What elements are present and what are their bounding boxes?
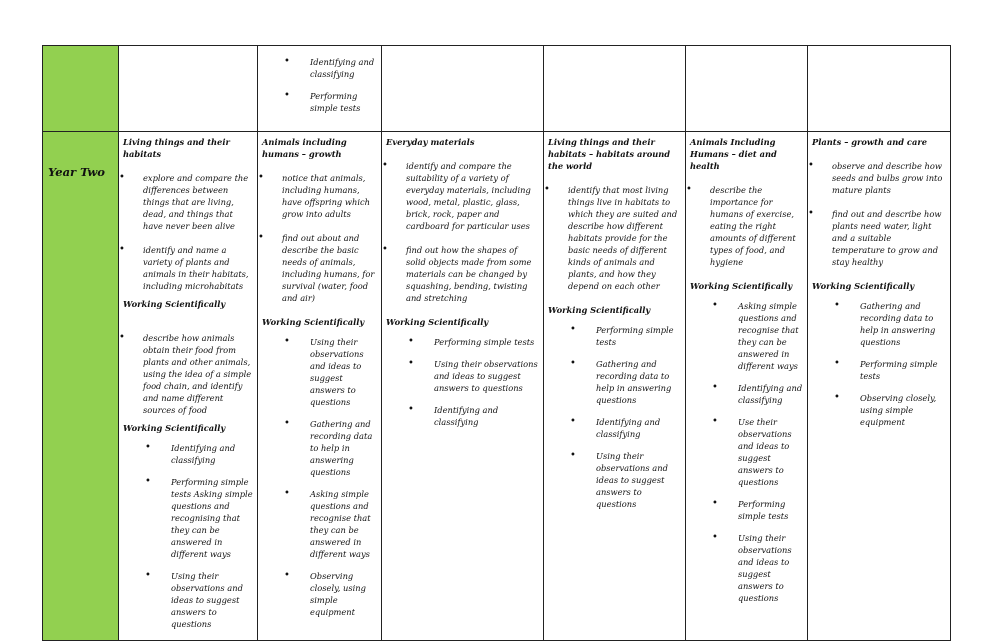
- year-cell: [43, 132, 119, 641]
- list-item: • find out about and describe the basic needs of animals, including humans, for survival (water, food and air): [262, 232, 377, 304]
- list-item: • Performing simple tests: [812, 358, 946, 382]
- topic-heading: Living things and their habitats: [123, 137, 230, 159]
- topic-cell-2: [258, 132, 382, 641]
- list-item: • Identifying and classifying: [123, 442, 253, 466]
- list-item: • Gathering and recording data to help in answering questions: [812, 300, 946, 348]
- list-item: • find out and describe how plants need water, light and a suitable temperature to grow and stay healthy: [812, 208, 946, 268]
- working-scientifically-label: Working Scientifically: [386, 317, 489, 327]
- year-cell-top: [43, 46, 119, 132]
- list-item: • identify and name a variety of plants and animals in their habitats, including microhabitats: [123, 244, 253, 292]
- list-item: • Observing closely, using simple equipment: [262, 570, 377, 618]
- list-item: • identify that most living things live in habitats to which they are suited and describe how different habitats provide for the basic needs of different kinds of animals and plants, and how they depend on each other: [548, 184, 681, 292]
- list-item: • find out how the shapes of solid objects made from some materials can be changed by squashing, bending, twisting and stretching: [386, 244, 539, 304]
- working-scientifically-label: Working Scientifically: [123, 299, 226, 309]
- list-item: • Gathering and recording data to help in answering questions: [548, 358, 681, 406]
- topic-cell-5: [686, 132, 808, 641]
- top-cell-3: [382, 46, 544, 132]
- list-item: • Using their observations and ideas to suggest answers to questions: [690, 532, 803, 604]
- list-item: • Using their observations and ideas to suggest answers to questions: [386, 358, 539, 394]
- topic-cell-1: [119, 132, 258, 641]
- list-item: • describe how animals obtain their food from plants and other animals, using the idea of a simple food chain, and identify and name different sources of food: [123, 332, 253, 416]
- list-item: • explore and compare the differences between things that are living, dead, and things that have never been alive: [123, 172, 253, 232]
- topic-cell-3: [382, 132, 544, 641]
- top-cell-6: [808, 46, 951, 132]
- list-item: • Identifying and classifying: [690, 382, 803, 406]
- topic-heading: Animals Including Humans – diet and health: [690, 137, 777, 171]
- list-item: • Using their observations and ideas to suggest answers to questions: [548, 450, 681, 510]
- list-item: • Performing simple tests: [690, 498, 803, 522]
- list-item: • Using their observations and ideas to suggest answers to questions: [123, 570, 253, 630]
- list-item: • Identifying and classifying: [548, 416, 681, 440]
- working-scientifically-label: Working Scientifically: [262, 317, 365, 327]
- list-item: • identify and compare the suitability of a variety of everyday materials, including wood, metal, plastic, glass, brick, rock, paper and cardboard for particular uses: [386, 160, 539, 232]
- list-item: • Identifying and classifying: [386, 404, 539, 428]
- list-item: • Performing simple tests: [262, 90, 377, 114]
- topic-cell-6: [808, 132, 951, 641]
- list-item: • Gathering and recording data to help in answering questions: [262, 418, 377, 478]
- working-scientifically-label: Working Scientifically: [548, 305, 651, 315]
- list-item: • observe and describe how seeds and bulbs grow into mature plants: [812, 160, 946, 196]
- topic-heading: Living things and their habitats – habitats around the world: [548, 137, 671, 171]
- top-cell-1: [119, 46, 258, 132]
- list-item: • Identifying and classifying: [262, 56, 377, 80]
- table-row-year-two: [43, 132, 951, 641]
- list-item: • Using their observations and ideas to suggest answers to questions: [262, 336, 377, 408]
- list-item: • Asking simple questions and recognise that they can be answered in different ways: [690, 300, 803, 372]
- list-item: • notice that animals, including humans, have offspring which grow into adults: [262, 172, 377, 220]
- year-label: Year Two: [48, 165, 105, 179]
- topic-cell-4: [544, 132, 686, 641]
- working-scientifically-label: Working Scientifically: [812, 281, 915, 291]
- table-row-top: [43, 46, 951, 132]
- top-cell-5: [686, 46, 808, 132]
- list-item: • describe the importance for humans of exercise, eating the right amounts of different types of food, and hygiene: [690, 184, 803, 268]
- working-scientifically-label: Working Scientifically: [690, 281, 793, 291]
- list-item: • Observing closely, using simple equipment: [812, 392, 946, 428]
- topic-heading: Animals including humans – growth: [262, 137, 347, 159]
- working-scientifically-label: Working Scientifically: [123, 423, 226, 433]
- list-item: • Use their observations and ideas to suggest answers to questions: [690, 416, 803, 488]
- top-cell-4: [544, 46, 686, 132]
- topic-heading: Plants – growth and care: [812, 137, 928, 147]
- list-item: • Performing simple tests Asking simple questions and recognising that they can be answered in different ways: [123, 476, 253, 560]
- list-item: • Asking simple questions and recognise that they can be answered in different ways: [262, 488, 377, 560]
- top-cell-2: [258, 46, 382, 132]
- list-item: • Performing simple tests: [548, 324, 681, 348]
- curriculum-table: [42, 45, 951, 641]
- list-item: • Performing simple tests: [386, 336, 539, 348]
- topic-heading: Everyday materials: [386, 137, 475, 147]
